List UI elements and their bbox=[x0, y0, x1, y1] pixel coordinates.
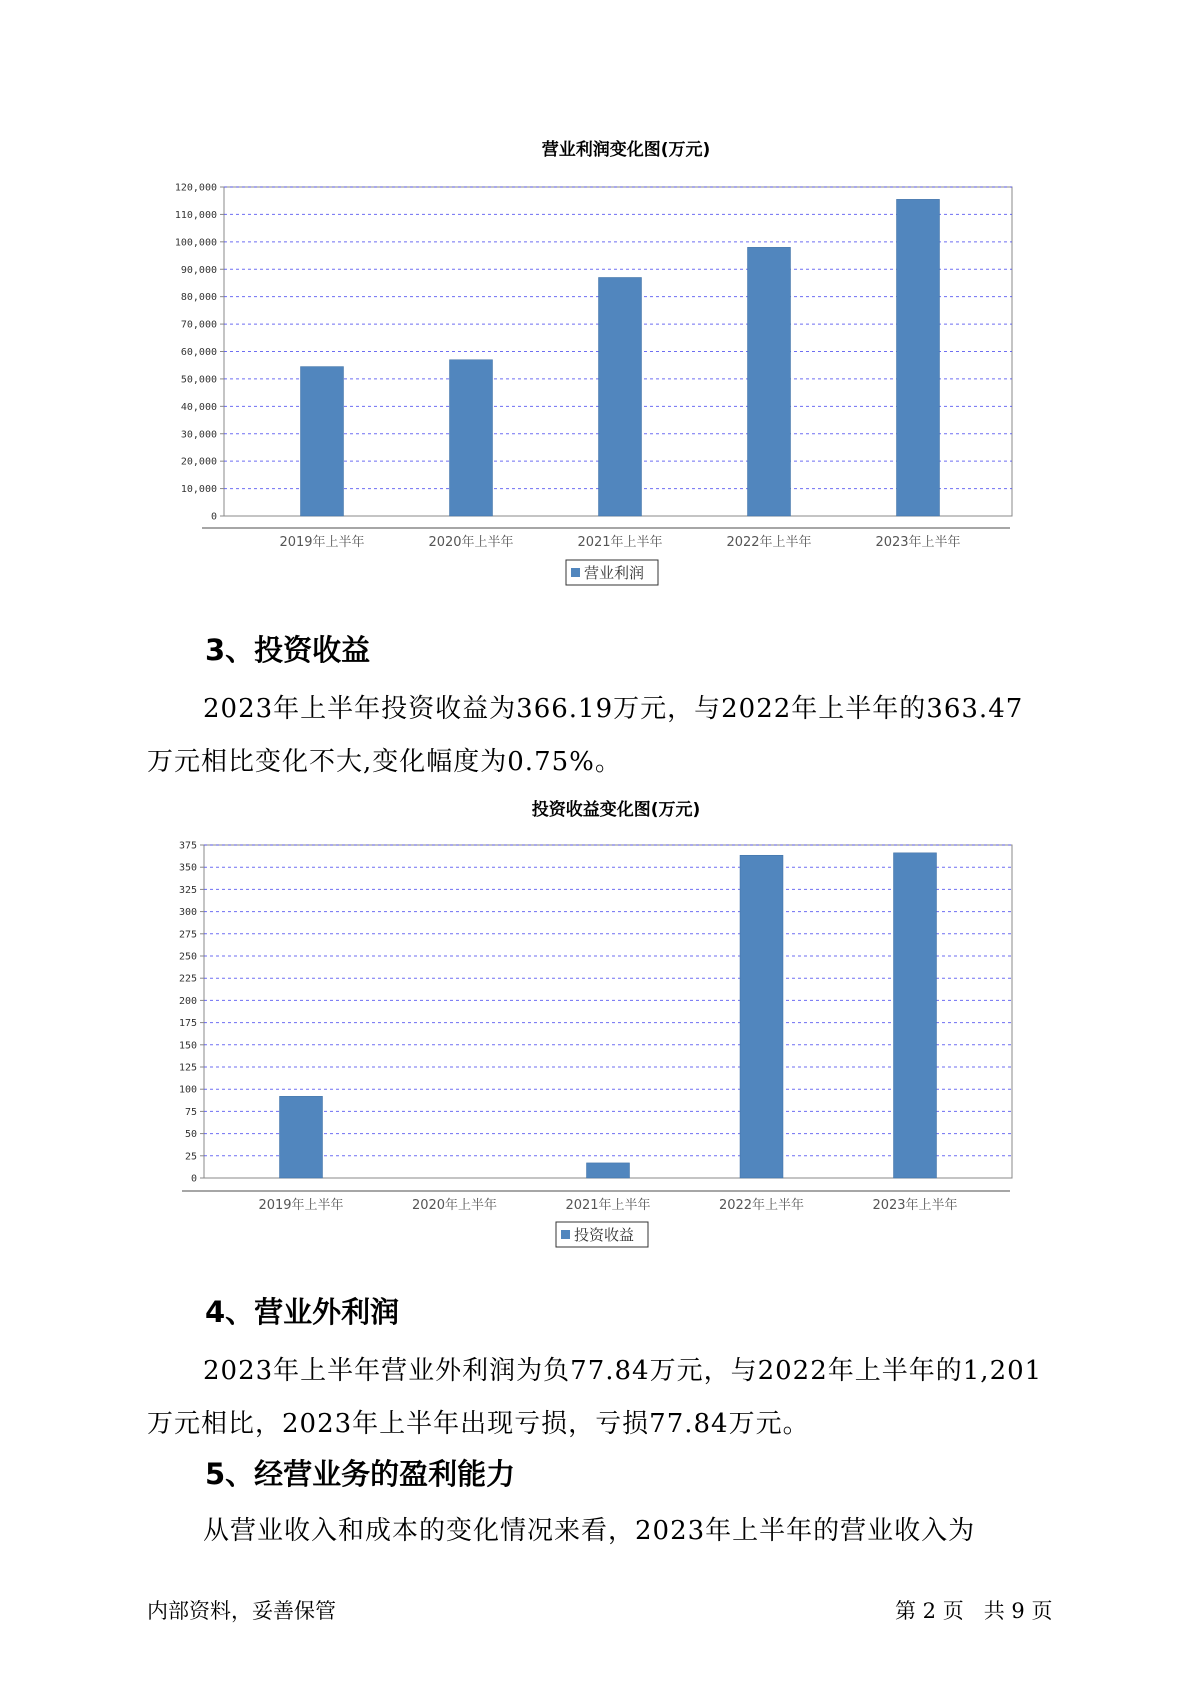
y-tick-label: 300 bbox=[178, 907, 197, 919]
legend-label: 营业利润 bbox=[584, 564, 645, 582]
bar-2021年上半年 bbox=[587, 1163, 630, 1178]
y-tick-label: 100 bbox=[178, 1084, 197, 1096]
y-tick-label: 250 bbox=[178, 951, 197, 963]
y-tick-label: 20,000 bbox=[180, 456, 217, 468]
section-5-heading: 5、经营业务的盈利能力 bbox=[205, 1457, 516, 1491]
y-tick-label: 100,000 bbox=[174, 237, 217, 249]
y-tick-label: 125 bbox=[178, 1062, 197, 1074]
footer-confidential: 内部资料，妥善保管 bbox=[147, 1599, 336, 1623]
section-3-body: 2023年上半年投资收益为366.19万元，与2022年上半年的363.47万元相比变化不大,变化幅度为0.75%。 bbox=[147, 694, 1024, 777]
operating-profit-chart-svg bbox=[0, 120, 1191, 600]
x-category-label: 2020年上半年 bbox=[428, 535, 514, 550]
y-tick-label: 0 bbox=[190, 1173, 197, 1185]
y-tick-label: 275 bbox=[178, 929, 197, 941]
investment-income-chart-svg bbox=[0, 790, 1191, 1260]
legend-label: 投资收益 bbox=[574, 1226, 635, 1244]
bar-2019年上半年 bbox=[301, 367, 344, 516]
section-4-body: 2023年上半年营业外利润为负77.84万元，与2022年上半年的1,201万元相比，2023年上半年出现亏损，亏损77.84万元。 bbox=[147, 1356, 1043, 1439]
y-tick-label: 60,000 bbox=[180, 347, 217, 358]
y-tick-label: 225 bbox=[178, 973, 197, 985]
y-tick-label: 50,000 bbox=[180, 374, 217, 386]
bar-2023年上半年 bbox=[894, 853, 937, 1178]
y-tick-label: 75 bbox=[184, 1106, 197, 1118]
y-tick-label: 120,000 bbox=[174, 182, 217, 194]
y-tick-label: 40,000 bbox=[180, 401, 217, 413]
y-tick-label: 25 bbox=[184, 1151, 197, 1163]
section-4-heading: 4、营业外利润 bbox=[205, 1295, 400, 1329]
y-tick-label: 30,000 bbox=[180, 429, 217, 441]
y-tick-label: 350 bbox=[178, 862, 197, 874]
investment-income-chart bbox=[0, 790, 1191, 1260]
bar-2021年上半年 bbox=[599, 277, 642, 516]
y-tick-label: 150 bbox=[178, 1040, 197, 1052]
y-tick-label: 325 bbox=[178, 884, 197, 896]
y-tick-label: 80,000 bbox=[180, 292, 217, 304]
bar-2022年上半年 bbox=[740, 855, 783, 1178]
plot-frame bbox=[204, 845, 1012, 1178]
y-tick-label: 50 bbox=[184, 1129, 197, 1141]
x-category-label: 2020年上半年 bbox=[411, 1198, 498, 1213]
bar-2022年上半年 bbox=[748, 247, 791, 516]
footer-page-number: 第 2 页 共 9 页 bbox=[895, 1599, 1053, 1623]
x-category-label: 2019年上半年 bbox=[279, 535, 365, 550]
bar-2019年上半年 bbox=[280, 1096, 323, 1178]
chart-title: 投资收益变化图(万元) bbox=[531, 800, 701, 820]
x-category-label: 2019年上半年 bbox=[258, 1198, 344, 1213]
y-tick-label: 110,000 bbox=[174, 209, 217, 221]
x-category-label: 2023年上半年 bbox=[872, 1198, 958, 1213]
bar-2023年上半年 bbox=[897, 199, 940, 516]
y-tick-label: 0 bbox=[210, 511, 217, 523]
section-5-body: 从营业收入和成本的变化情况来看，2023年上半年的营业收入为 bbox=[203, 1516, 976, 1546]
x-category-label: 2021年上半年 bbox=[565, 1198, 651, 1213]
x-category-label: 2022年上半年 bbox=[718, 1198, 805, 1213]
operating-profit-chart bbox=[0, 120, 1191, 600]
y-tick-label: 375 bbox=[178, 840, 197, 852]
y-tick-label: 10,000 bbox=[180, 484, 217, 496]
section-3-heading: 3、投资收益 bbox=[205, 633, 371, 667]
y-tick-label: 90,000 bbox=[180, 264, 217, 276]
y-tick-label: 175 bbox=[178, 1018, 197, 1030]
x-category-label: 2021年上半年 bbox=[577, 535, 663, 550]
chart-title: 营业利润变化图(万元) bbox=[541, 140, 711, 160]
bar-2020年上半年 bbox=[450, 360, 493, 516]
legend-swatch bbox=[561, 1230, 570, 1239]
x-category-label: 2023年上半年 bbox=[875, 535, 961, 550]
x-category-label: 2022年上半年 bbox=[726, 535, 812, 550]
legend-swatch bbox=[571, 568, 580, 577]
y-tick-label: 70,000 bbox=[180, 319, 217, 331]
y-tick-label: 200 bbox=[178, 995, 197, 1007]
